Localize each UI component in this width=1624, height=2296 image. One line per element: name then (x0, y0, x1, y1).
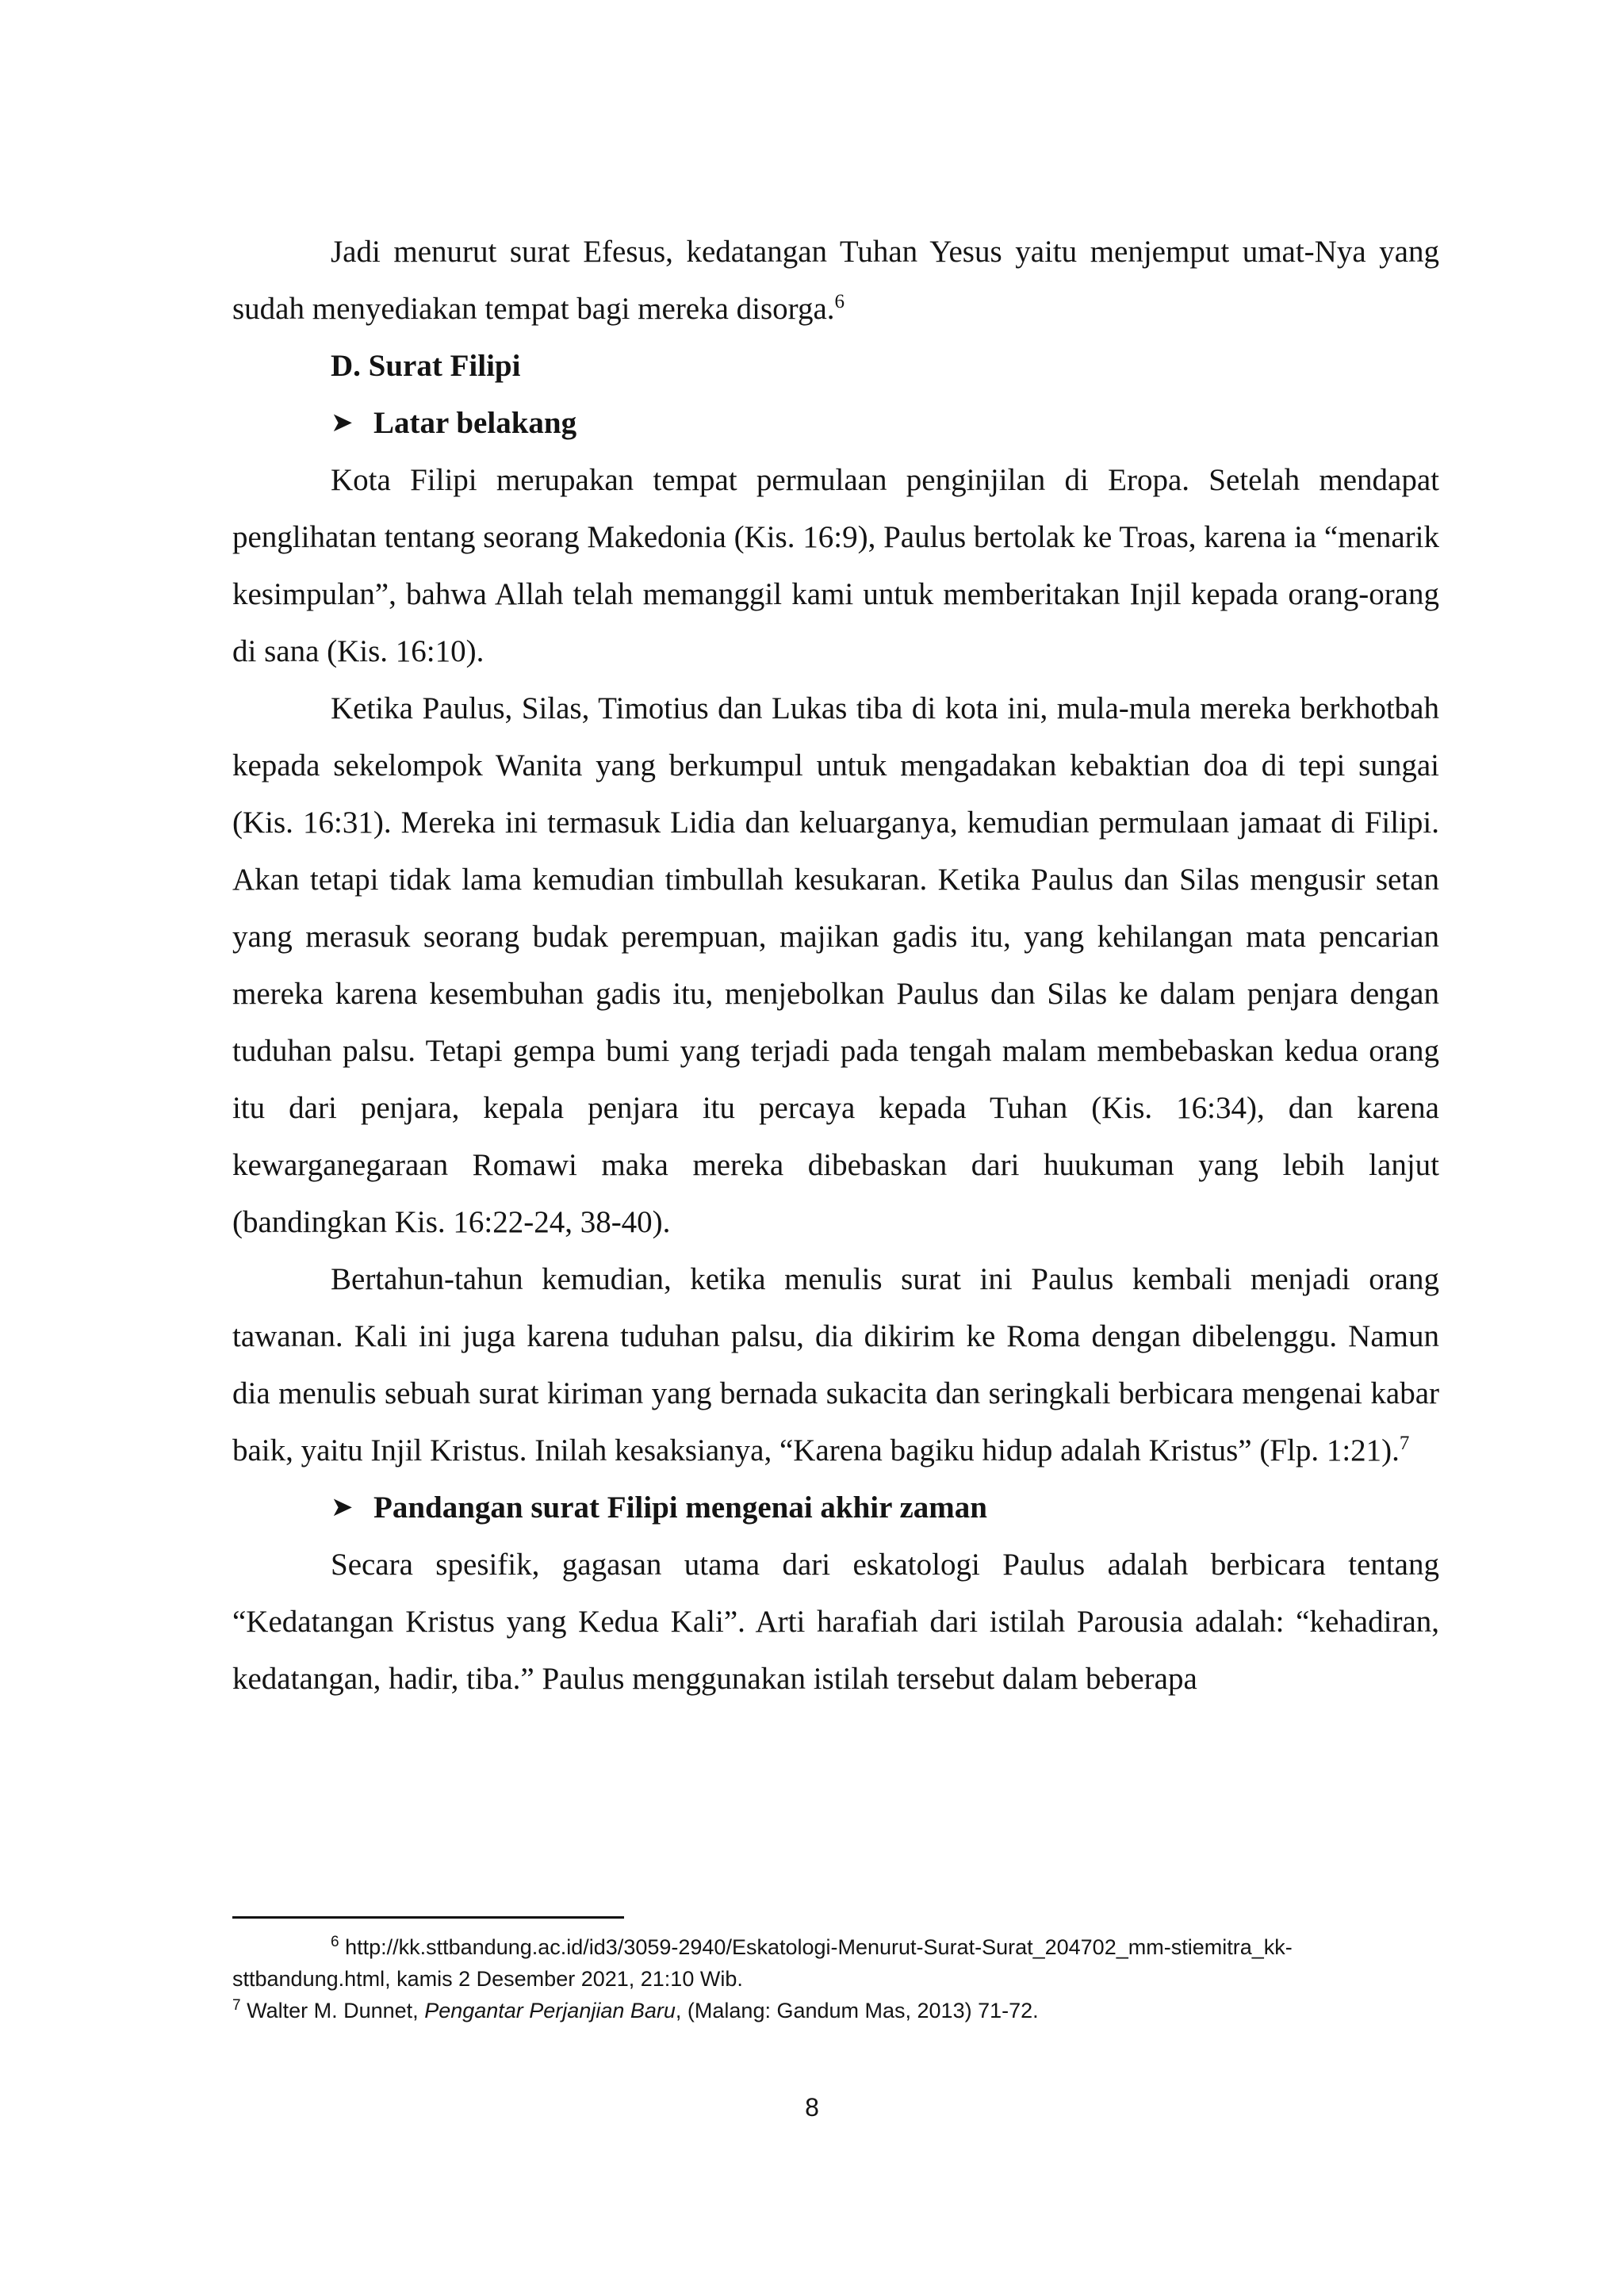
paragraph-text: Jadi menurut surat Efesus, kedatangan Tuhan Yesus yaitu menjemput umat-Nya yang sudah menyediakan tempat bagi mereka disorga. (232, 235, 1439, 326)
footnote-reference-6[interactable]: 6 (834, 291, 845, 312)
footnote-author: Walter M. Dunnet, (247, 1999, 419, 2022)
subheading-latar-belakang (232, 395, 1439, 452)
footnote-book-title: Pengantar Perjanjian Baru (424, 1999, 676, 2022)
footnote-url-link[interactable]: http://kk.sttbandung.ac.id/id3/3059-2940/Eskatologi-Menurut-Surat-Surat_204702_mm-stiemitra_kk-sttbandung.html, kamis 2 Desember 2021, 21:10 Wib. (232, 1935, 1293, 1991)
paragraph-parousia: Secara spesifik, gagasan utama dari eskatologi Paulus adalah berbicara tentang “Kedatangan Kristus yang Kedua Kali”. Arti harafiah dari istilah Parousia adalah: “kehadiran, kedatangan, hadir, tiba.” Paulus menggunakan istilah tersebut dalam beberapa (232, 1548, 1439, 1696)
paragraph-efesus-conclusion (232, 224, 1439, 338)
arrowhead-bullet-icon: ➤ (331, 1493, 354, 1522)
paragraph-tawanan (232, 1251, 1439, 1479)
arrowhead-bullet-icon: ➤ (331, 408, 354, 438)
footnote-number: 6 (331, 1934, 339, 1950)
paragraph-kota-filipi: Kota Filipi merupakan tempat permulaan penginjilan di Eropa. Setelah mendapat penglihatan tentang seorang Makedonia (Kis. 16:9), Paulus bertolak ke Troas, karena ia “menarik kesimpulan”, bahwa Allah telah memanggil kami untuk memberitakan Injil kepada orang-orang di sana (Kis. 16:10). (232, 463, 1439, 668)
footnote-6 (232, 1931, 1439, 1995)
footnote-publication: , (Malang: Gandum Mas, 2013) 71-72. (675, 1999, 1039, 2022)
paragraph-text: Bertahun-tahun kemudian, ketika menulis surat ini Paulus kembali menjadi orang tawanan. Kali ini juga karena tuduhan palsu, dia dikirim ke Roma dengan dibelenggu. Namun dia menulis sebuah surat kiriman yang bernada sukacita dan seringkali berbicara mengenai kabar baik, yaitu Injil Kristus. Inilah kesaksianya, “Karena bagiku hidup adalah Kristus” (Flp. 1:21). (232, 1262, 1439, 1468)
section-heading: D. Surat Filipi (331, 349, 521, 383)
main-body (232, 224, 1439, 1708)
paragraph-paulus-silas: Ketika Paulus, Silas, Timotius dan Lukas tiba di kota ini, mula-mula mereka berkhotbah kepada sekelompok Wanita yang berkumpul untuk mengadakan kebaktian doa di tepi sungai (Kis. 16:31). Mereka ini termasuk Lidia dan keluarganya, kemudian permulaan jamaat di Filipi. Akan tetapi tidak lama kemudian timbullah kesukaran. Ketika Paulus dan Silas mengusir setan yang merasuk seorang budak perempuan, majikan gadis itu, yang kehilangan mata pencarian mereka karena kesembuhan gadis itu, menjebolkan Paulus dan Silas ke dalam penjara dengan tuduhan palsu. Tetapi gempa bumi yang terjadi pada tengah malam membebaskan kedua orang itu dari penjara, kepala penjara itu percaya kepada Tuhan (Kis. 16:34), dan karena kewarganegaraan Romawi maka mereka dibebaskan dari huukuman yang lebih lanjut (bandingkan Kis. 16:22-24, 38-40). (232, 691, 1439, 1239)
subheading-label: Pandangan surat Filipi mengenai akhir zaman (373, 1490, 987, 1525)
footnote-separator (232, 1916, 624, 1919)
footnotes (232, 1931, 1439, 2026)
footnote-reference-7[interactable]: 7 (1399, 1433, 1410, 1454)
subheading-label: Latar belakang (373, 406, 577, 440)
subheading-akhir-zaman (232, 1479, 1439, 1536)
page-number: 8 (805, 2093, 819, 2122)
footnote-7 (232, 1995, 1439, 2026)
footnote-number: 7 (232, 1997, 241, 2014)
